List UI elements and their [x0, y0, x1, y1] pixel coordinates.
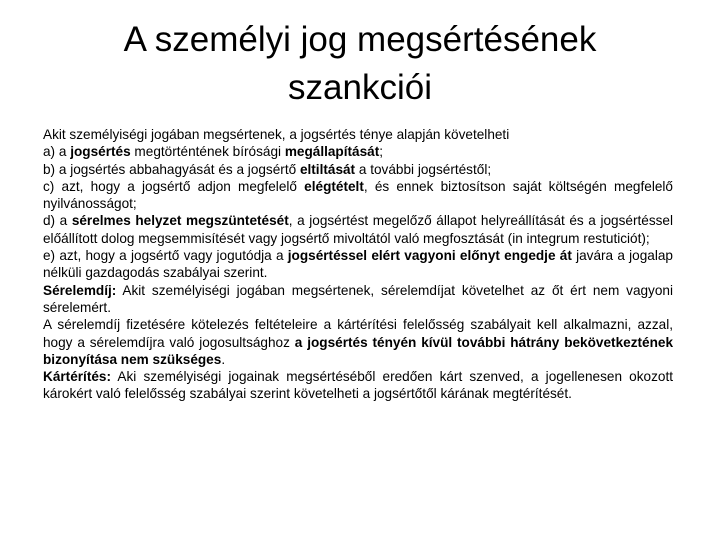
fizetes-bold-1: a jogsértés tényén kívül további hátrány bekövetkeztének bizonyítása nem szükséges — [43, 334, 673, 367]
item-e-text-2: javára a jogalap nélküli gazdagodás szabályai szerint. — [43, 248, 673, 281]
item-e-text-1: e) azt, hogy a jogsértő vagy jogutódja a — [43, 248, 288, 264]
item-d-text-1: d) a — [43, 213, 72, 229]
karterites-text: Aki személyiségi jogainak megsértéséből eredően kárt szenved, a jogellenesen okozott károkért való felelősség szabályai szerint követelheti a jogsértőtől kárának megtérítését. — [43, 369, 673, 402]
item-a-bold-2: megállapítását — [284, 144, 380, 160]
fizetes-text-1: A sérelemdíj fizetésére kötelezés feltételeire a kártérítési felelősség szabályait kell alkalmazni, azzal, hogy a sérelemdíjra való jogosultsághoz — [43, 317, 673, 350]
slide-title — [40, 16, 680, 112]
title-line-2: szankciói — [288, 68, 432, 107]
item-b-text-2: a további jogsértéstől; — [355, 161, 492, 177]
item-c — [43, 178, 673, 213]
item-a — [43, 143, 673, 160]
item-d-text-2: , a jogsértést megelőző állapot helyreállítását és a jogsértéssel előállított dolog megsemmisítését vagy jogsértő mivoltától való megfosztását (in integrum restuticiót); — [43, 213, 673, 246]
serelemdij-text: Akit személyiségi jogában megsértenek, sérelemdíjat követelhet az őt ért nem vagyoni sérelemért. — [43, 282, 673, 315]
item-c-text-1: c) azt, hogy a jogsértő adjon megfelelő — [43, 178, 305, 194]
fizetes-paragraph — [43, 316, 673, 368]
item-d-bold-1: sérelmes helyzet megszüntetését — [71, 213, 289, 229]
item-a-bold-1: jogsértés — [70, 144, 131, 160]
karterites-paragraph — [43, 368, 673, 403]
item-c-bold-1: elégtételt — [304, 178, 364, 194]
item-a-text-1: a) a — [43, 144, 71, 160]
intro-paragraph — [43, 126, 673, 143]
serelemdij-label: Sérelemdíj: — [43, 282, 117, 298]
item-b-bold-1: eltiltását — [299, 161, 356, 177]
item-e — [43, 247, 673, 282]
item-e-bold-1: jogsértéssel elért vagyoni előnyt engedje át — [287, 248, 572, 264]
serelemdij-paragraph — [43, 282, 673, 317]
item-c-text-2: , és ennek biztosítson saját költségén megfelelő nyilvánosságot; — [43, 178, 673, 212]
item-d — [43, 212, 673, 247]
slide-body — [43, 126, 673, 403]
intro-text: Akit személyiségi jogában megsértenek, a jogsértés ténye alapján követelheti — [43, 127, 510, 142]
karterites-label: Kártérítés: — [43, 369, 111, 385]
item-a-text-3: ; — [379, 144, 384, 160]
title-line-1: A személyi jog megsértésének — [123, 20, 597, 59]
item-b-text-1: b) a jogsértés abbahagyását és a jogsértő — [43, 161, 300, 177]
item-a-text-2: megtörténtének bírósági — [130, 144, 285, 160]
fizetes-text-2: . — [221, 351, 226, 367]
item-b — [43, 161, 673, 178]
